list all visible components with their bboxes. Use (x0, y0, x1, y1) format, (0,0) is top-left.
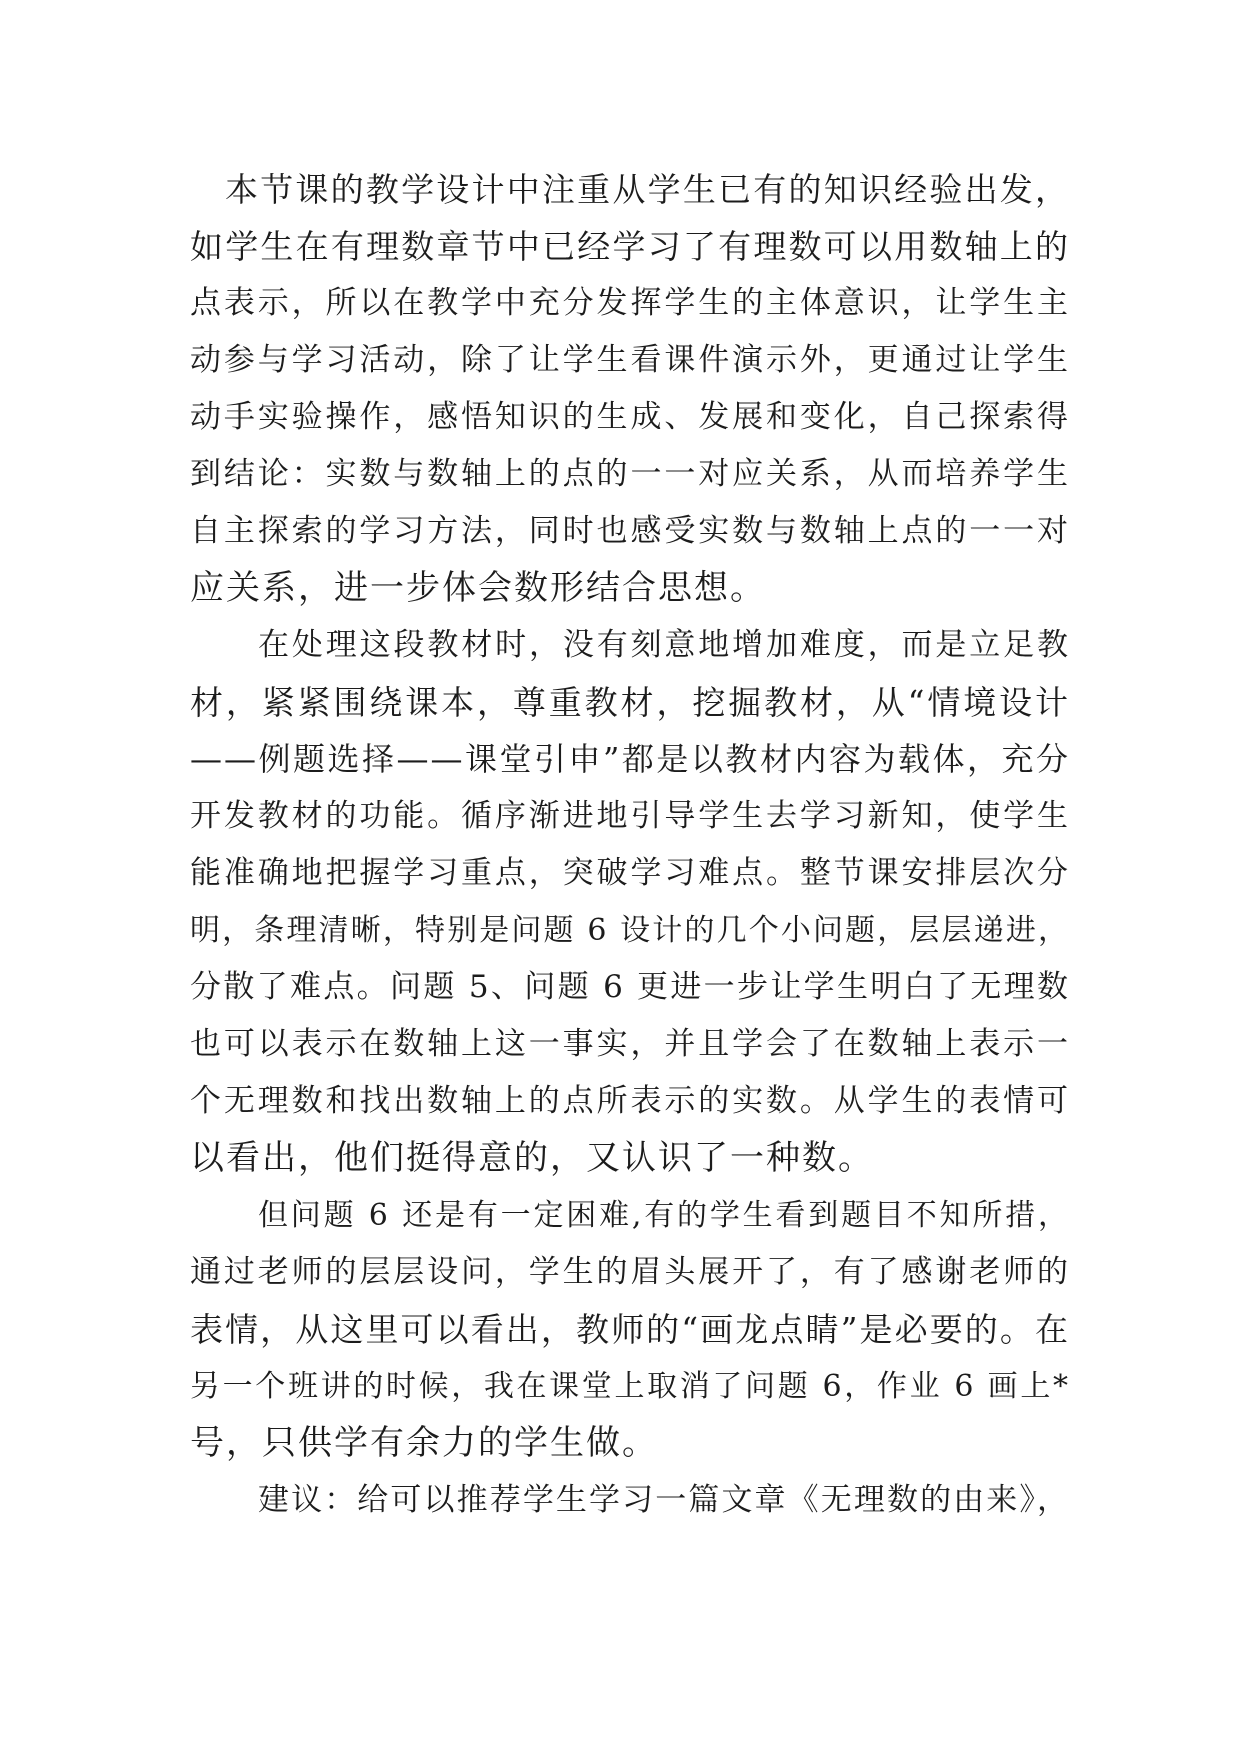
text-line: 材，紧紧围绕课本，尊重教材，挖掘教材，从“情境设计 (190, 683, 1070, 722)
text-line: 以看出，他们挺得意的，又认识了一种数。 (190, 1138, 874, 1178)
text-line: 如学生在有理数章节中已经学习了有理数可以用数轴上的 (190, 227, 1070, 266)
text-line: 开发教材的功能。循序渐进地引导学生去学习新知，使学生 (190, 798, 1070, 834)
text-line: 也可以表示在数轴上这一事实，并且学会了在数轴上表示一 (190, 1026, 1070, 1062)
text-line: 建议：给可以推荐学生学习一篇文章《无理数的由来》， (258, 1482, 1070, 1518)
text-line: 点表示，所以在教学中充分发挥学生的主体意识，让学生主 (190, 285, 1070, 321)
text-line: 但问题 6 还是有一定困难,有的学生看到题目不知所措， (258, 1198, 1070, 1233)
paragraph-problem-six (190, 1187, 1070, 1472)
document-body (190, 161, 1070, 1529)
text-line: 到结论：实数与数轴上的点的一一对应关系，从而培养学生 (190, 456, 1070, 492)
text-line: ——例题选择——课堂引申”都是以教材内容为载体，充分 (190, 740, 1070, 778)
text-line: 号，只供学有余力的学生做。 (190, 1423, 658, 1463)
text-line: 通过老师的层层设问，学生的眉头展开了，有了感谢老师的 (190, 1254, 1070, 1290)
text-line: 在处理这段教材时，没有刻意地增加难度，而是立足教 (258, 627, 1070, 663)
text-line: 自主探索的学习方法，同时也感受实数与数轴上点的一一对 (190, 513, 1070, 549)
paragraph-suggestion (190, 1472, 1070, 1529)
text-line: 明，条理清晰，特别是问题 6 设计的几个小问题，层层递进， (190, 913, 1070, 948)
text-line: 动手实验操作，感悟知识的生成、发展和变化，自己探索得 (190, 399, 1070, 435)
text-line: 动参与学习活动，除了让学生看课件演示外，更通过让学生 (190, 342, 1070, 378)
text-line: 能准确地把握学习重点，突破学习难点。整节课安排层次分 (190, 855, 1070, 891)
text-line: 本节课的教学设计中注重从学生已有的知识经验出发， (225, 170, 1070, 209)
text-line: 个无理数和找出数轴上的点所表示的实数。从学生的表情可 (190, 1083, 1070, 1119)
text-line: 表情，从这里可以看出，教师的“画龙点睛”是必要的。在 (190, 1310, 1070, 1349)
paragraph-teaching-design (190, 161, 1070, 617)
text-line: 分散了难点。问题 5、问题 6 更进一步让学生明白了无理数 (190, 969, 1070, 1005)
text-line: 另一个班讲的时候，我在课堂上取消了问题 6，作业 6 画上* (190, 1369, 1070, 1404)
paragraph-textbook-handling (190, 617, 1070, 1187)
text-line: 应关系，进一步体会数形结合思想。 (190, 568, 766, 608)
